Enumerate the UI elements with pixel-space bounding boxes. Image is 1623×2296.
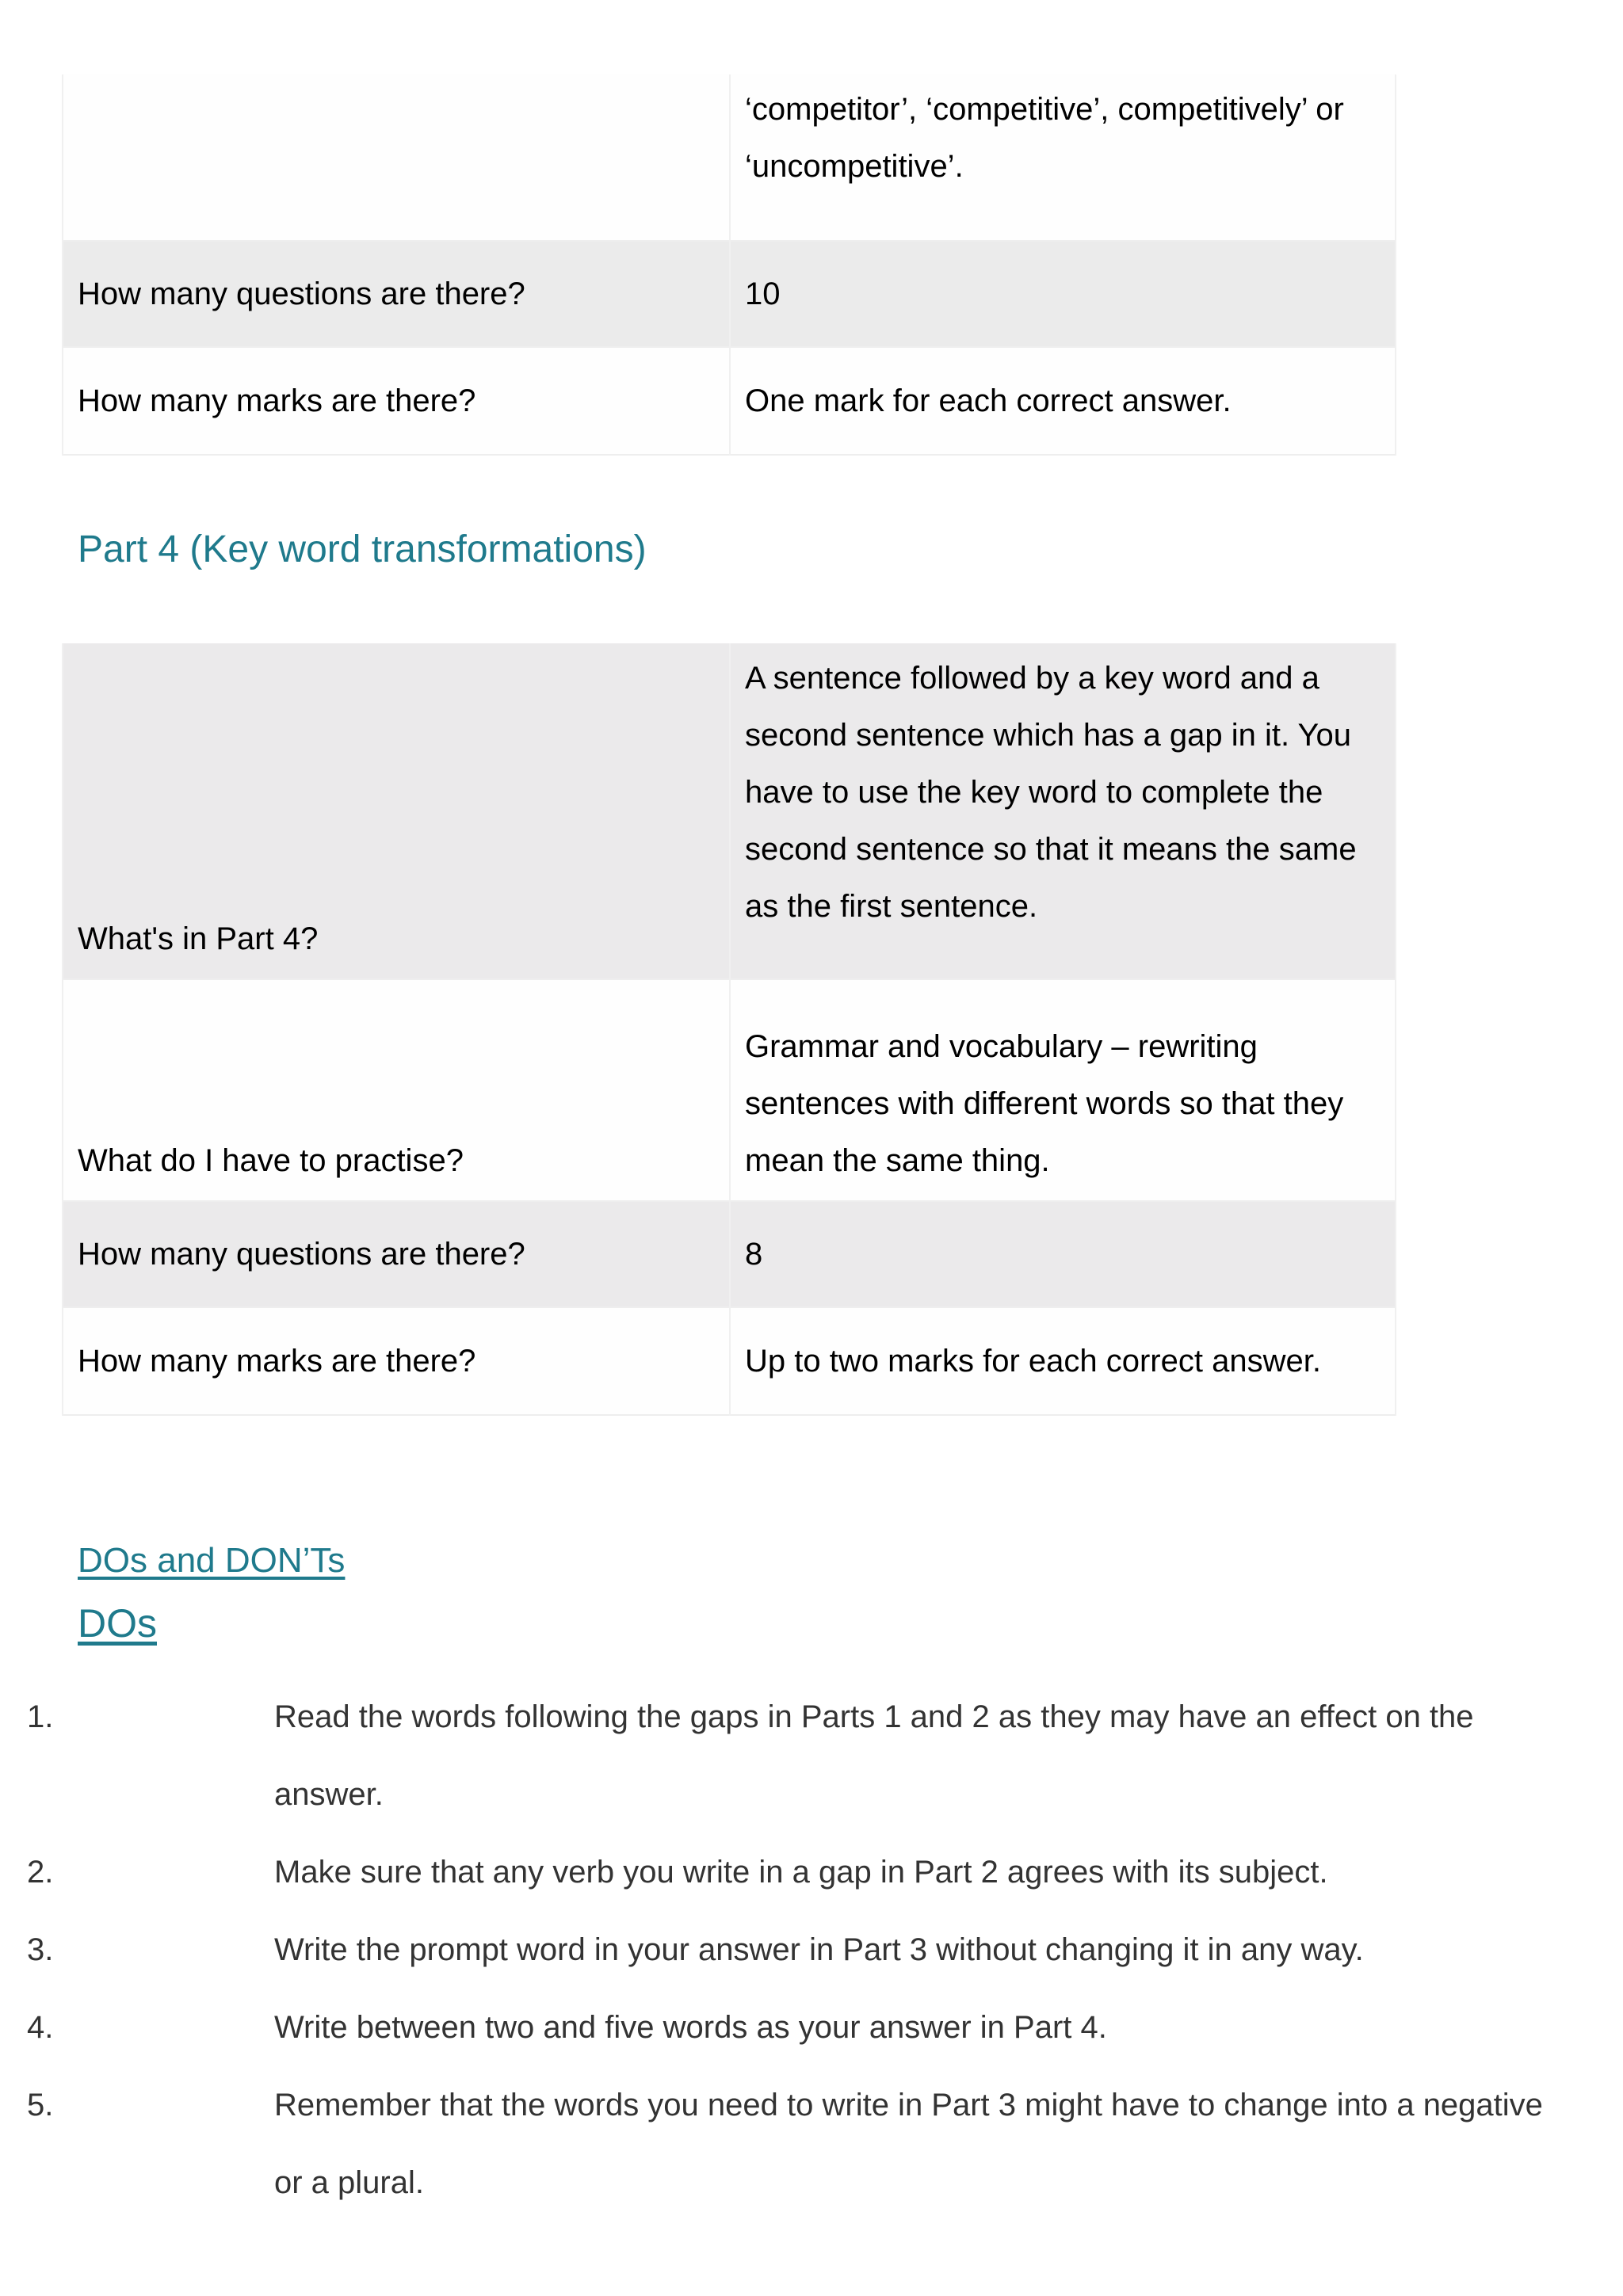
list-item-text: Write the prompt word in your answer in Part 3 without changing it in any way. [274, 1932, 1364, 1967]
table-cell-question [63, 74, 730, 241]
list-item-number: 3. [27, 1932, 54, 1967]
dos-list [0, 1678, 1623, 2222]
table-cell-answer: Up to two marks for each correct answer. [730, 1307, 1396, 1415]
list-item-text: Remember that the words you need to write in Part 3 might have to change into a negative or a plural. [274, 2088, 1543, 2200]
list-item-text: Read the words following the gaps in Parts 1 and 2 as they may have an effect on the answer. [274, 1699, 1474, 1812]
table-cell-answer: A sentence followed by a key word and a second sentence which has a gap in it. You have to use the key word to complete the second sentence so that it means the same as the first sentence. [730, 643, 1396, 979]
table-cell-question: How many marks are there? [63, 1307, 730, 1415]
list-item-number: 2. [27, 1855, 54, 1890]
dos-and-donts-link[interactable]: DOs and DON’Ts [78, 1541, 346, 1580]
table-row [63, 74, 1396, 241]
list-item-text: Make sure that any verb you write in a gap in Part 2 agrees with its subject. [274, 1855, 1328, 1890]
table-row [63, 347, 1396, 455]
list-item-number: 4. [27, 2010, 54, 2045]
table-cell-question: How many questions are there? [63, 241, 730, 347]
part4-info-table [62, 643, 1396, 1416]
table-row [63, 979, 1396, 1201]
table-cell-answer: Grammar and vocabulary – rewriting sentences with different words so that they mean the same thing. [730, 979, 1396, 1201]
table-cell-answer: 8 [730, 1201, 1396, 1307]
list-item [0, 2066, 1623, 2222]
table-row [63, 643, 1396, 979]
list-item [0, 1989, 1623, 2066]
table-cell-answer: 10 [730, 241, 1396, 347]
section-heading-part4: Part 4 (Key word transformations) [78, 528, 647, 570]
table-cell-question: How many questions are there? [63, 1201, 730, 1307]
table-cell-answer: ‘competitor’, ‘competitive’, competitively’ or ‘uncompetitive’. [730, 74, 1396, 241]
dos-link[interactable]: DOs [78, 1601, 157, 1646]
list-item-number: 5. [27, 2088, 54, 2122]
list-item [0, 1833, 1623, 1911]
table-cell-question: What do I have to practise? [63, 979, 730, 1201]
list-item-number: 1. [27, 1699, 54, 1734]
list-item [0, 1678, 1623, 1833]
table-row [63, 241, 1396, 347]
table-row [63, 1201, 1396, 1307]
list-item [0, 1911, 1623, 1989]
table-row [63, 1307, 1396, 1415]
table-cell-answer: One mark for each correct answer. [730, 347, 1396, 455]
part3-info-table [62, 74, 1396, 456]
list-item-text: Write between two and five words as your answer in Part 4. [274, 2010, 1107, 2045]
table-cell-question: How many marks are there? [63, 347, 730, 455]
table-cell-question: What's in Part 4? [63, 643, 730, 979]
